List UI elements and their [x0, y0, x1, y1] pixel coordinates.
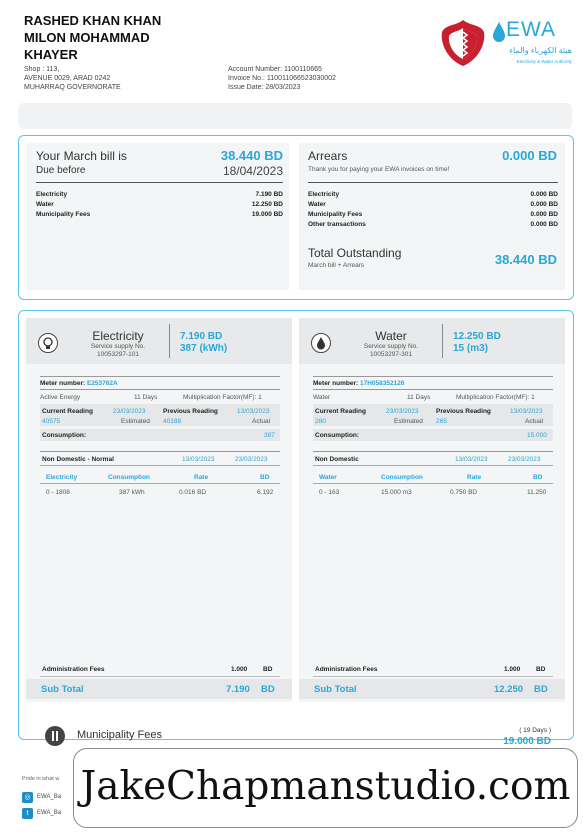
arrears-line-label: Electricity [308, 191, 340, 198]
previous-reading-date: 13/03/2023 [237, 408, 270, 415]
meter-label: Meter number: [40, 380, 86, 387]
arrears-line-label: Municipality Fees [308, 211, 363, 218]
previous-reading-label: Previous Reading [436, 408, 491, 415]
subtotal-value: 12.250 [494, 684, 524, 695]
total-outstanding-sub: March bill + Arrears [308, 262, 365, 269]
arrears-line-label: Water [308, 201, 326, 208]
service-name: Water [375, 329, 407, 343]
info-bar [18, 103, 572, 129]
subtotal-unit: BD [534, 684, 548, 695]
previous-reading-value: 40188 [163, 418, 182, 425]
divider [313, 389, 553, 390]
service-supply [68, 343, 168, 359]
twitter-icon: t [22, 808, 33, 819]
total-outstanding-label: Total Outstanding [308, 246, 402, 260]
arrears-line-value: 0.000 BD [530, 201, 558, 208]
bill-amount: 38.440 BD [220, 148, 283, 163]
tariff-from: 13/03/2023 [182, 456, 215, 463]
current-reading-date: 23/03/2023 [386, 408, 419, 415]
due-date: 18/04/2023 [222, 164, 283, 178]
table-header: Water [319, 474, 337, 481]
bill-line-label: Municipality Fees [36, 211, 91, 218]
logo-text: EWA [506, 18, 557, 41]
previous-reading-date: 13/03/2023 [510, 408, 543, 415]
instagram-icon: ◎ [22, 792, 33, 803]
admin-fees-value: 1.000 [504, 666, 521, 673]
current-bill-panel [27, 143, 289, 290]
previous-reading-value: 265 [436, 418, 447, 425]
logo-english: Electricity & Water Authority [516, 59, 572, 64]
due-label: Due before [36, 165, 86, 176]
water-header [299, 318, 565, 364]
tariff-name: Non Domestic - Normal [42, 456, 114, 463]
divider [169, 324, 170, 358]
divider [36, 182, 283, 183]
table-header: Electricity [46, 474, 78, 481]
current-reading-label: Current Reading [42, 408, 93, 415]
account-info [228, 65, 336, 92]
bill-line-value: 7.190 BD [255, 191, 283, 198]
meter-label: Meter number: [313, 380, 359, 387]
subtotal-label: Sub Total [314, 684, 357, 695]
services-section [18, 310, 574, 747]
account-number: Account Number: 1100110665 [228, 66, 322, 73]
service-amount [180, 331, 227, 355]
table-header: BD [260, 474, 270, 481]
municipality-days: ( 19 Days ) [519, 727, 551, 734]
invoice-number: Invoice No.: 110011066523030002 [228, 75, 336, 82]
bill-line-value: 12.250 BD [251, 201, 283, 208]
arrears-line [308, 211, 558, 218]
tariff-to: 23/03/2023 [235, 456, 268, 463]
meter-value: E253762A [86, 380, 118, 387]
municipality-label: Municipality Fees [77, 729, 162, 741]
customer-name-line: MILON MOHAMMAD [24, 30, 150, 45]
supply-number: 10053297-101 [97, 351, 139, 358]
bill-line-label: Electricity [36, 191, 68, 198]
consumption-label: Consumption: [42, 432, 87, 439]
ewa-logo [440, 18, 575, 70]
current-reading-date: 23/03/2023 [113, 408, 146, 415]
admin-fees-value: 1.000 [231, 666, 248, 673]
table-header: Rate [194, 474, 209, 481]
electricity-header [26, 318, 292, 364]
current-reading-type: Estimated [394, 418, 423, 425]
water-subtotal [299, 679, 565, 699]
water-panel [299, 318, 565, 702]
current-reading-value: 280 [315, 418, 326, 425]
divider [308, 182, 558, 183]
arrears-line-label: Other transactions [308, 221, 366, 228]
divider [442, 324, 443, 358]
billing-days: 11 Days [134, 394, 158, 401]
subtotal-unit: BD [261, 684, 275, 695]
meter-number [313, 380, 404, 387]
total-outstanding-amount: 38.440 BD [494, 252, 557, 267]
consumption-value: 15.000 [527, 432, 547, 439]
issue-date: Issue Date: 28/03/2023 [228, 84, 301, 91]
customer-name [24, 12, 224, 63]
customer-name-line: KHAYER [24, 47, 78, 62]
bill-line [36, 191, 283, 198]
billing-days: 11 Days [407, 394, 431, 401]
service-amount-units: 387 (kWh) [180, 343, 228, 354]
divider [313, 465, 553, 466]
thanks-message: Thank you for paying your EWA invoices on time! [308, 166, 450, 173]
divider [40, 483, 280, 484]
municipality-icon [45, 726, 65, 746]
water-drop-icon [311, 333, 331, 353]
subtotal-value: 7.190 [226, 684, 250, 695]
table-header: Consumption [108, 474, 150, 481]
table-cell: 0 - 163 [319, 489, 340, 496]
meter-value: 17H058352126 [359, 380, 405, 387]
supply-label: Service supply No. [363, 343, 419, 350]
table-cell: 0.750 BD [450, 489, 478, 496]
admin-fees-label: Administration Fees [315, 666, 378, 673]
energy-label: Active Energy [40, 394, 81, 401]
customer-address [24, 65, 121, 92]
consumption-value: 387 [264, 432, 275, 439]
divider [40, 465, 280, 466]
table-cell: 387 kWh [119, 489, 145, 496]
divider [40, 676, 280, 677]
divider [313, 483, 553, 484]
divider [40, 451, 280, 452]
bahrain-seal-icon [440, 18, 486, 68]
arrears-line [308, 201, 558, 208]
multiplication-factor: Multiplication Factor(MF): 1 [183, 394, 262, 401]
table-header: BD [533, 474, 543, 481]
admin-fees-unit: BD [263, 666, 273, 673]
footer-pride-text: Pride in what w [22, 776, 60, 782]
lightbulb-icon [38, 333, 58, 353]
arrears-line-value: 0.000 BD [530, 211, 558, 218]
table-cell: 0 - 1808 [46, 489, 70, 496]
social-handle: EWA_Ba [37, 794, 62, 800]
tariff-name: Non Domestic [315, 456, 359, 463]
electricity-panel [26, 318, 292, 702]
bill-summary [18, 135, 574, 300]
bill-line-value: 19.000 BD [251, 211, 283, 218]
table-cell: 6.192 [257, 489, 274, 496]
tariff-from: 13/03/2023 [455, 456, 488, 463]
address-line: AVENUE 0029, ARAD 0242 [24, 75, 111, 82]
current-reading-label: Current Reading [315, 408, 366, 415]
previous-reading-type: Actual [525, 418, 544, 425]
divider [40, 376, 280, 377]
arrears-line [308, 221, 558, 228]
water-drop-icon [492, 21, 506, 43]
meter-number [40, 380, 118, 387]
service-amount-bd: 7.190 BD [180, 331, 223, 342]
bill-line [36, 201, 283, 208]
current-reading-type: Estimated [121, 418, 150, 425]
arrears-line-value: 0.000 BD [530, 221, 558, 228]
social-handle: EWA_Ba [37, 810, 62, 816]
service-amount [453, 331, 501, 355]
multiplication-factor: Multiplication Factor(MF): 1 [456, 394, 535, 401]
divider [40, 389, 280, 390]
table-header: Rate [467, 474, 482, 481]
supply-label: Service supply No. [90, 343, 146, 350]
service-supply [341, 343, 441, 359]
tariff-to: 23/03/2023 [508, 456, 541, 463]
admin-fees-label: Administration Fees [42, 666, 105, 673]
divider [313, 676, 553, 677]
watermark-banner: JakeChapmanstudio.com [73, 748, 578, 828]
admin-fees-unit: BD [536, 666, 546, 673]
electricity-subtotal [26, 679, 292, 699]
previous-reading-type: Actual [252, 418, 271, 425]
supply-number: 10053297-301 [370, 351, 412, 358]
service-amount-bd: 12.250 BD [453, 331, 501, 342]
customer-name-line: RASHED KHAN KHAN [24, 13, 162, 28]
table-cell: 15.000 m3 [381, 489, 412, 496]
bill-label: Your March bill is [36, 149, 127, 163]
arrears-line [308, 191, 558, 198]
table-header: Consumption [381, 474, 423, 481]
bill-line-label: Water [36, 201, 54, 208]
arrears-label: Arrears [308, 149, 348, 163]
logo-arabic: هيئة الكهرباء والماء [509, 46, 572, 55]
previous-reading-label: Previous Reading [163, 408, 218, 415]
bill-line [36, 211, 283, 218]
arrears-amount: 0.000 BD [502, 148, 557, 163]
arrears-line-value: 0.000 BD [530, 191, 558, 198]
consumption-label: Consumption: [315, 432, 360, 439]
address-line: MUHARRAQ GOVERNORATE [24, 84, 121, 91]
subtotal-label: Sub Total [41, 684, 84, 695]
service-name: Electricity [92, 329, 144, 343]
table-cell: 0.016 BD [179, 489, 207, 496]
divider [313, 451, 553, 452]
arrears-panel [299, 143, 565, 290]
address-line: Shop : 113, [24, 66, 60, 73]
divider [313, 376, 553, 377]
municipality-amount: 19.000 BD [503, 736, 551, 747]
table-cell: 11.250 [527, 489, 547, 496]
energy-label: Water [313, 394, 331, 401]
current-reading-value: 40575 [42, 418, 61, 425]
service-amount-units: 15 (m3) [453, 343, 489, 354]
